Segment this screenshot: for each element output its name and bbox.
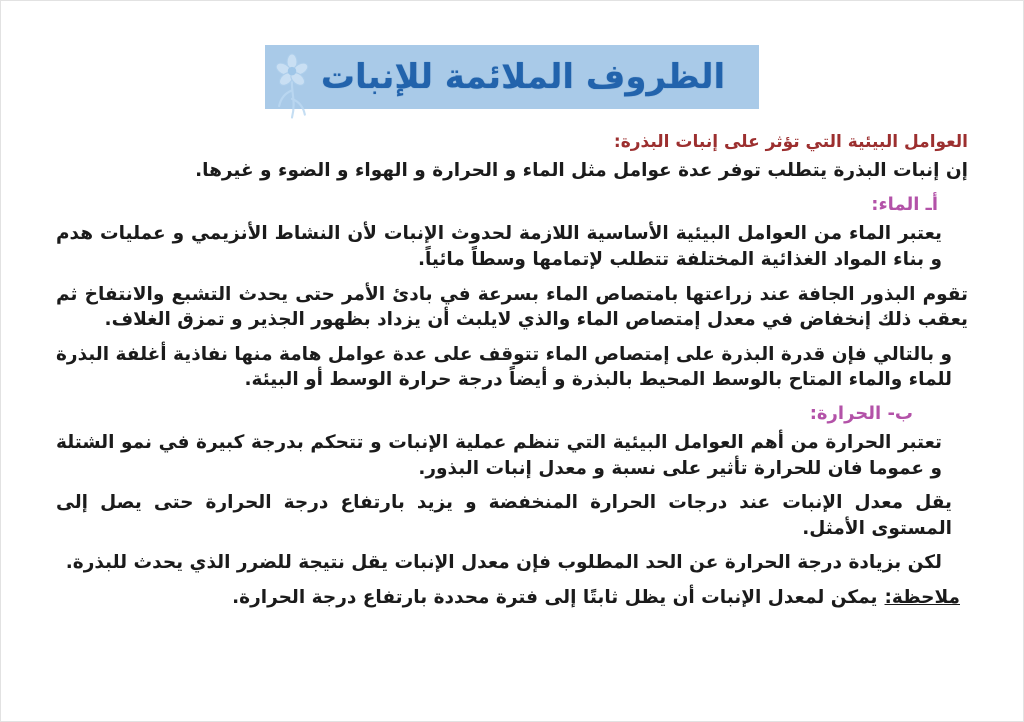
title-wrap [0,0,1024,109]
water-paragraph-1: يعتبر الماء من العوامل البيئية الأساسية اللازمة لحدوث الإنبات لأن النشاط الأنزيمي و عمليات هدم و بناء المواد الغذائية المختلفة تتطلب لإتمامها وسطاً مائياً. [56,223,942,270]
section-temperature-heading: ب- الحرارة: [809,402,913,424]
note-label: ملاحظة: [884,586,960,608]
page-title: الظروف الملائمة للإنبات [320,57,726,97]
water-paragraph-2: تقوم البذور الجافة عند زراعتها بامتصاص الماء بسرعة في بادئ الأمر حتى يحدث التشبع والانتفاخ ثم يعقب ذلك إنخفاض في معدل إمتصاص الماء والذي لايلبث أن يزداد بظهور الجذير و تمزق الغلاف. [56,283,968,331]
temperature-paragraph-1: تعتبر الحرارة من أهم العوامل البيئية التي تنظم عملية الإنبات و تتحكم بدرجة كبيرة في نمو الشتلة و عموما فان للحرارة تأثير على نسبة و معدل إنبات البذور. [56,432,942,479]
note-text: يمكن لمعدل الإنبات أن يظل ثابتًا إلى فترة محددة بارتفاع درجة الحرارة. [232,586,878,608]
main-heading: العوامل البيئية التي تؤثر على إنبات البذرة: [613,131,968,152]
water-paragraph-3: و بالتالي فإن قدرة البذرة على إمتصاص الماء تتوقف على عدة عوامل هامة منها نفاذية أغلفة البذرة للماء والماء المتاح بالوسط المحيط بالبذرة و أيضاً درجة حرارة الوسط أو البيئة. [56,343,952,391]
temperature-paragraph-2: يقل معدل الإنبات عند درجات الحرارة المنخفضة و يزيد بارتفاع درجة الحرارة حتى يصل إلى المستوى الأمثل. [56,492,952,539]
note-paragraph [56,585,968,611]
document-body [0,131,1024,611]
temperature-paragraph-3: لكن بزيادة درجة الحرارة عن الحد المطلوب فإن معدل الإنبات يقل نتيجة للضرر الذي يحدث للبذرة. [65,552,942,574]
document-title-box [265,45,759,109]
floral-decoration-icon [267,49,317,120]
section-water-heading: أـ الماء: [871,193,938,215]
intro-paragraph: إن إنبات البذرة يتطلب توفر عدة عوامل مثل الماء و الحرارة و الهواء و الضوء و غيرها. [195,160,968,182]
